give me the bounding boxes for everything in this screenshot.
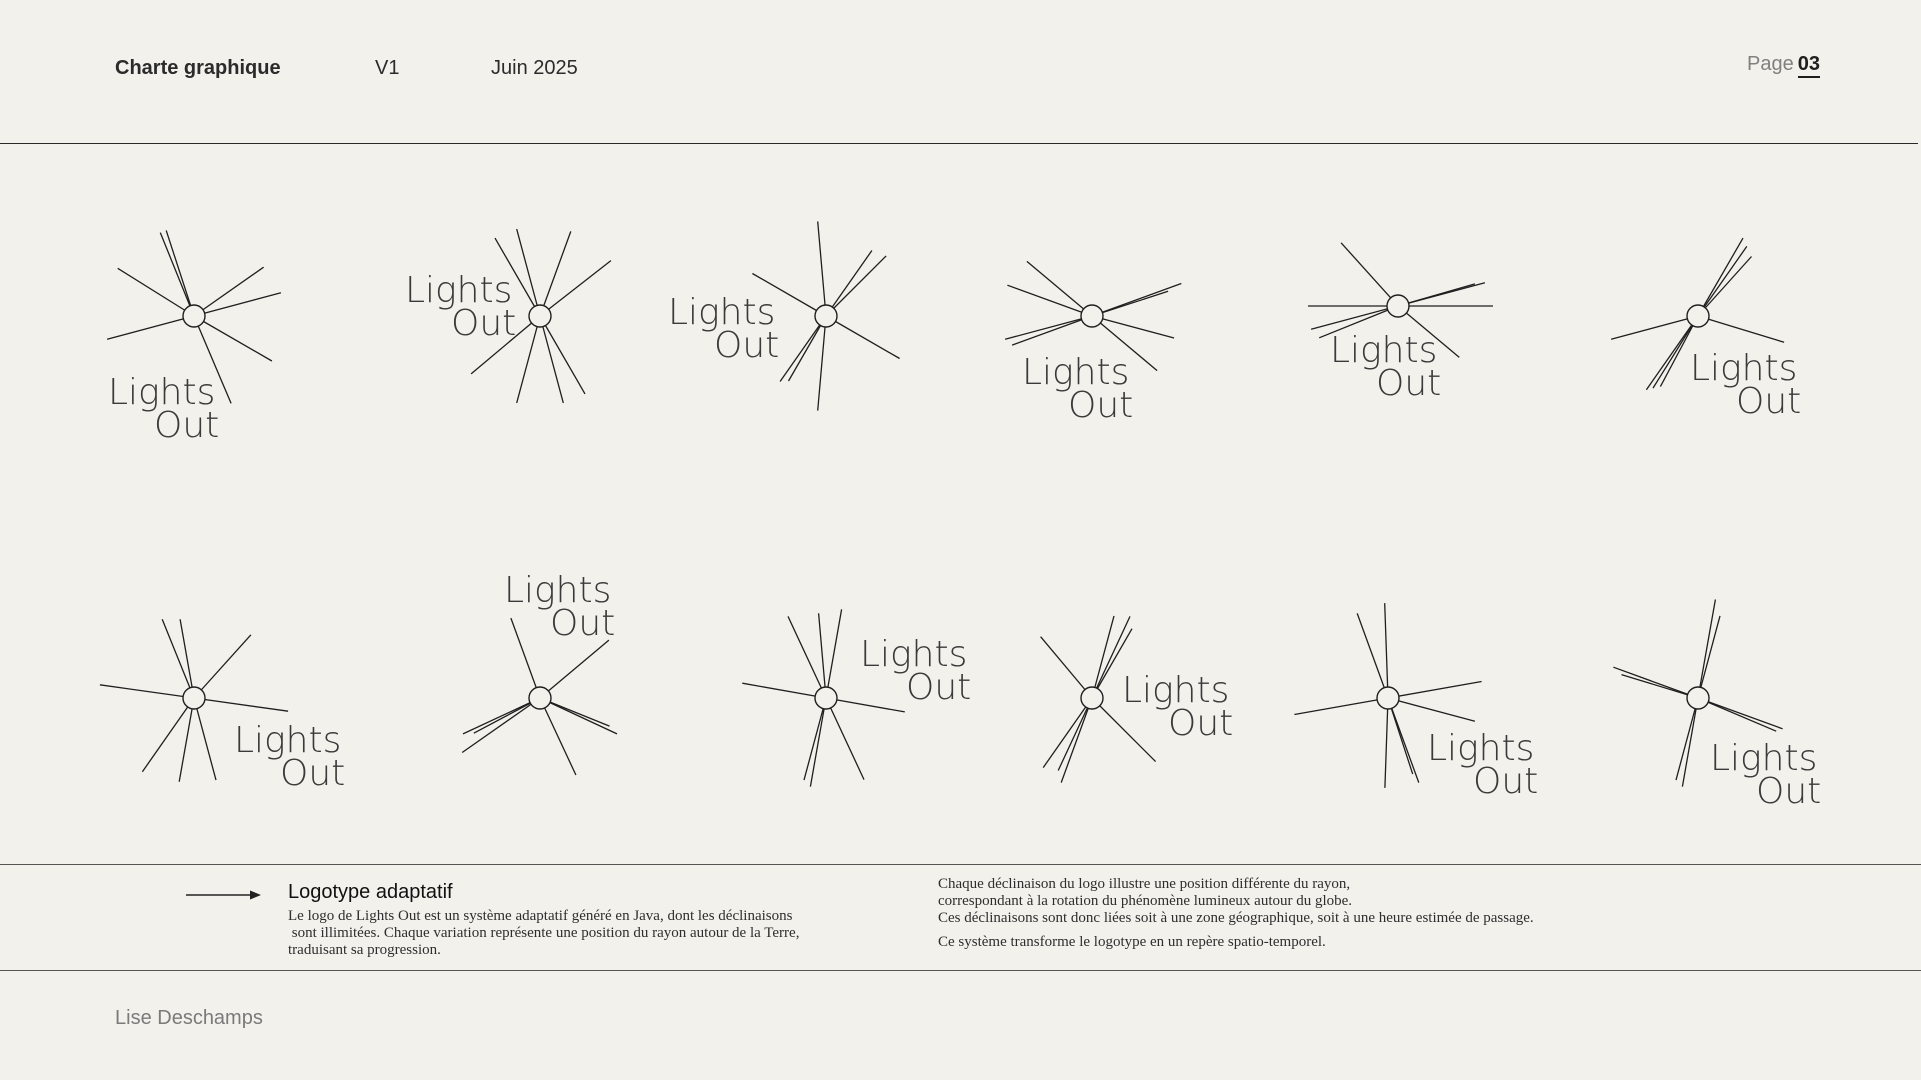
logo-ray bbox=[180, 619, 194, 698]
logo-ray bbox=[540, 316, 585, 394]
logo-ray bbox=[1043, 698, 1092, 768]
logo-ray bbox=[1357, 613, 1388, 698]
logo-ray bbox=[1007, 285, 1092, 316]
logo-word-out: Out bbox=[714, 325, 780, 366]
logo-variation bbox=[107, 230, 281, 446]
logo-ray bbox=[100, 685, 194, 698]
logo-ray bbox=[540, 698, 617, 734]
logo-ray bbox=[1041, 637, 1092, 698]
logo-ray bbox=[166, 230, 194, 316]
logo-ray bbox=[1698, 698, 1776, 731]
logo-ray bbox=[1294, 698, 1388, 715]
logo-ray bbox=[462, 698, 540, 753]
logo-ray bbox=[1092, 291, 1168, 316]
arrow-right-icon bbox=[186, 888, 262, 902]
logo-ray bbox=[517, 316, 540, 403]
logo-ray bbox=[826, 698, 864, 780]
logo-word-lights: Lights bbox=[1427, 728, 1535, 769]
logo-ray bbox=[194, 293, 281, 316]
logo-ray bbox=[1613, 667, 1698, 698]
logo-variation bbox=[1294, 603, 1538, 802]
logo-ray bbox=[810, 698, 826, 787]
logo-word-out: Out bbox=[550, 603, 616, 644]
logo-word-out: Out bbox=[1068, 385, 1134, 426]
logo-ray bbox=[160, 233, 194, 316]
logo-word-out: Out bbox=[1736, 381, 1802, 422]
logo-variation bbox=[742, 609, 971, 786]
logo-ray bbox=[463, 698, 540, 734]
logo-ray bbox=[826, 609, 842, 698]
logo-center-circle bbox=[183, 305, 205, 327]
logo-center-circle bbox=[183, 687, 205, 709]
logo-word-lights: Lights bbox=[860, 634, 968, 675]
logo-ray bbox=[118, 268, 194, 316]
logo-ray bbox=[1698, 257, 1752, 317]
logo-ray bbox=[179, 698, 194, 782]
logo-variation bbox=[1611, 238, 1801, 422]
logo-ray bbox=[1341, 243, 1398, 306]
logo-variation bbox=[1041, 616, 1234, 783]
logo-ray bbox=[1682, 698, 1698, 787]
logo-word-out: Out bbox=[1756, 771, 1822, 812]
logo-ray bbox=[194, 698, 216, 780]
logo-ray bbox=[1698, 600, 1715, 699]
logo-ray bbox=[162, 619, 194, 698]
logo-ray bbox=[826, 316, 900, 359]
logo-variation bbox=[405, 229, 611, 403]
logo-word-lights: Lights bbox=[1122, 670, 1230, 711]
logo-ray bbox=[540, 640, 609, 698]
logo-ray bbox=[1311, 306, 1398, 329]
logo-ray bbox=[780, 316, 826, 382]
logo-center-circle bbox=[529, 687, 551, 709]
logo-word-out: Out bbox=[1473, 761, 1539, 802]
logo-word-lights: Lights bbox=[1690, 348, 1798, 389]
logo-center-circle bbox=[1377, 687, 1399, 709]
logo-word-lights: Lights bbox=[1330, 330, 1438, 371]
logo-center-circle bbox=[1081, 305, 1103, 327]
logo-ray bbox=[1676, 698, 1698, 780]
logo-ray bbox=[540, 316, 563, 403]
logo-ray bbox=[1388, 682, 1482, 699]
logo-ray bbox=[826, 256, 886, 316]
version-label: V1 bbox=[375, 57, 400, 79]
logo-ray bbox=[1061, 698, 1092, 783]
right-description-line: Ces déclinaisons sont donc liées soit à une zone géographique, soit à une heure estimée de passage. bbox=[938, 910, 1534, 926]
logo-word-lights: Lights bbox=[1710, 738, 1818, 779]
logo-ray bbox=[826, 698, 905, 712]
logo-ray bbox=[540, 698, 576, 775]
logo-variation bbox=[100, 619, 345, 794]
right-description-line: Chaque déclinaison du logo illustre une position différente du rayon, bbox=[938, 876, 1351, 892]
left-description-line: sont illimitées. Chaque variation représente une position du rayon autour de la Terre, bbox=[288, 925, 800, 941]
logo-ray bbox=[804, 698, 826, 780]
logo-ray bbox=[1388, 698, 1475, 721]
logo-ray bbox=[1622, 675, 1699, 698]
logo-word-lights: Lights bbox=[405, 270, 513, 311]
logo-ray bbox=[517, 229, 540, 316]
logo-ray bbox=[142, 698, 194, 772]
right-description bbox=[938, 876, 1698, 951]
logo-ray bbox=[1698, 238, 1743, 316]
logo-ray bbox=[1698, 246, 1747, 316]
logo-word-out: Out bbox=[1168, 703, 1234, 744]
logo-ray bbox=[818, 316, 826, 411]
author-name: Lise Deschamps bbox=[115, 1007, 263, 1029]
logo-center-circle bbox=[1687, 687, 1709, 709]
logo-word-out: Out bbox=[906, 667, 972, 708]
logo-center-circle bbox=[815, 305, 837, 327]
page-number: 03 bbox=[1798, 53, 1820, 78]
right-description-closing: Ce système transforme le logotype en un repère spatio-temporel. bbox=[938, 934, 1326, 950]
logo-word-out: Out bbox=[451, 303, 517, 344]
logo-word-out: Out bbox=[280, 753, 346, 794]
logo-ray bbox=[1398, 284, 1475, 306]
logo-center-circle bbox=[1387, 295, 1409, 317]
logo-ray bbox=[194, 698, 288, 711]
logo-ray bbox=[1005, 316, 1092, 339]
left-description bbox=[288, 908, 888, 959]
logo-ray bbox=[1698, 616, 1720, 698]
logo-word-lights: Lights bbox=[234, 720, 342, 761]
logo-center-circle bbox=[815, 687, 837, 709]
logo-variation bbox=[1613, 600, 1821, 813]
logo-variation bbox=[1308, 243, 1493, 404]
logo-word-lights: Lights bbox=[108, 372, 216, 413]
logo-ray bbox=[826, 251, 872, 317]
logo-ray bbox=[1388, 698, 1413, 774]
left-description-line: Le logo de Lights Out est un système adaptatif généré en Java, dont les déclinaisons bbox=[288, 908, 793, 924]
logo-ray bbox=[1058, 698, 1092, 771]
logo-word-out: Out bbox=[1376, 363, 1442, 404]
logo-ray bbox=[1385, 698, 1388, 788]
logo-variation bbox=[462, 570, 617, 775]
logo-center-circle bbox=[1687, 305, 1709, 327]
logo-word-lights: Lights bbox=[668, 292, 776, 333]
logo-word-lights: Lights bbox=[504, 570, 612, 611]
date-label: Juin 2025 bbox=[491, 57, 578, 79]
right-description-line: correspondant à la rotation du phénomène lumineux autour du globe. bbox=[938, 893, 1353, 909]
logo-ray bbox=[194, 635, 251, 698]
logo-word-lights: Lights bbox=[1022, 352, 1130, 393]
logo-ray bbox=[194, 267, 264, 316]
logo-ray bbox=[1385, 603, 1388, 698]
section-title: Logotype adaptatif bbox=[288, 881, 453, 903]
logo-variation bbox=[1005, 261, 1181, 426]
logo-ray bbox=[107, 316, 194, 339]
logo-ray bbox=[194, 316, 272, 361]
logo-word-out: Out bbox=[154, 405, 220, 446]
document-title: Charte graphique bbox=[115, 57, 281, 79]
content-divider bbox=[0, 864, 1921, 865]
footer-divider bbox=[0, 970, 1921, 971]
logo-ray bbox=[818, 221, 826, 316]
page-label: Page bbox=[1747, 53, 1794, 75]
logo-center-circle bbox=[1081, 687, 1103, 709]
logo-ray bbox=[1698, 698, 1783, 729]
logo-ray bbox=[1027, 261, 1092, 316]
logo-ray bbox=[1698, 316, 1784, 342]
logo-ray bbox=[511, 618, 540, 698]
left-description-line: traduisant sa progression. bbox=[288, 942, 441, 958]
logo-variation bbox=[668, 221, 900, 410]
logo-ray bbox=[742, 683, 826, 698]
logo-center-circle bbox=[529, 305, 551, 327]
logo-ray bbox=[1012, 316, 1092, 345]
